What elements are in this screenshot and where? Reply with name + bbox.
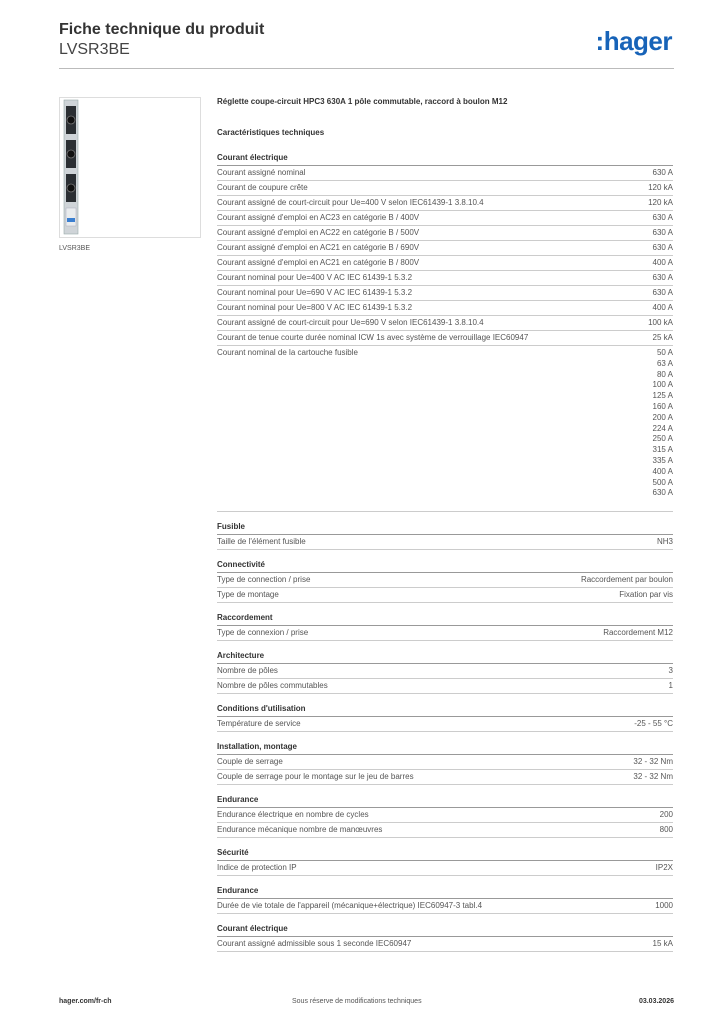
spec-value: 630 A — [652, 273, 673, 282]
spec-section — [217, 704, 673, 732]
spec-value-item: 335 A — [652, 455, 673, 465]
spec-row — [217, 316, 673, 331]
spec-value: 100 kA — [648, 318, 673, 327]
spec-section — [217, 560, 673, 603]
spec-row — [217, 679, 673, 694]
spec-label: Indice de protection IP — [217, 863, 297, 873]
spec-value: 630 A — [652, 213, 673, 222]
spec-value: 630 A — [652, 168, 673, 177]
spec-label: Courant assigné de court-circuit pour Ue=690 V selon IEC61439-1 3.8.10.4 — [217, 318, 484, 327]
spec-label: Courant nominal pour Ue=690 V AC IEC 61439-1 5.3.2 — [217, 288, 413, 297]
spec-label: Couple de serrage — [217, 757, 283, 767]
spec-row — [217, 755, 673, 770]
spec-value: 800 — [659, 825, 673, 835]
section-title: Endurance — [217, 886, 673, 899]
spec-label: Courant assigné d'emploi en AC22 en catégorie B / 500V — [217, 228, 420, 237]
spec-row — [217, 626, 673, 641]
spec-label: Couple de serrage pour le montage sur le jeu de barres — [217, 772, 414, 782]
spec-label: Courant assigné d'emploi en AC23 en catégorie B / 400V — [217, 213, 420, 222]
spec-row — [217, 770, 673, 785]
section-title: Connectivité — [217, 560, 673, 573]
spec-label: Nombre de pôles commutables — [217, 681, 328, 691]
spec-label: Taille de l'élément fusible — [217, 537, 306, 547]
spec-label: Courant de coupure crête — [217, 183, 308, 192]
technical-characteristics-title: Caractéristiques techniques — [217, 128, 325, 137]
spec-label: Nombre de pôles — [217, 666, 278, 676]
spec-row — [217, 823, 673, 838]
spec-value-item: 250 A — [652, 434, 673, 444]
spec-value-item: 80 A — [656, 369, 673, 379]
spec-value: 630 A — [652, 243, 673, 252]
spec-row — [217, 241, 673, 256]
spec-section — [217, 795, 673, 838]
section-title: Fusible — [217, 522, 673, 535]
spec-row — [217, 861, 673, 876]
spec-row — [217, 717, 673, 732]
spec-value-item: 400 A — [652, 466, 673, 476]
spec-label: Endurance mécanique nombre de manœuvres — [217, 825, 383, 835]
product-reference: LVSR3BE — [59, 41, 130, 58]
spec-value-item: 315 A — [652, 445, 673, 455]
product-description: Réglette coupe-circuit HPC3 630A 1 pôle commutable, raccord à boulon M12 — [217, 97, 508, 106]
fuse-rail-icon — [60, 98, 202, 239]
spec-row — [217, 301, 673, 316]
spec-value: 630 A — [652, 228, 673, 237]
spec-value: 3 — [668, 666, 673, 676]
spec-label: Courant assigné admissible sous 1 seconde IEC60947 — [217, 939, 412, 949]
spec-value-item: 100 A — [652, 380, 673, 390]
spec-value: 32 - 32 Nm — [633, 757, 673, 767]
page-title: Fiche technique du produit — [59, 21, 265, 38]
spec-value: 15 kA — [652, 939, 673, 949]
spec-value: 630 A — [652, 288, 673, 297]
section-title: Courant électrique — [217, 153, 673, 166]
spec-row — [217, 166, 673, 181]
section-title: Conditions d'utilisation — [217, 704, 673, 717]
spec-value: 1000 — [655, 901, 673, 911]
spec-label: Courant nominal pour Ue=400 V AC IEC 61439-1 5.3.2 — [217, 273, 413, 282]
spec-row — [217, 331, 673, 346]
spec-row — [217, 181, 673, 196]
footer-date: 03.03.2026 — [638, 998, 674, 1005]
spec-value-item: 125 A — [652, 391, 673, 401]
spec-value: -25 - 55 °C — [634, 719, 673, 729]
spec-label: Courant assigné nominal — [217, 168, 306, 177]
spec-label: Courant de tenue courte durée nominal ICW 1s avec système de verrouillage IEC60947 — [217, 333, 529, 342]
spec-section — [217, 924, 673, 952]
spec-row — [217, 808, 673, 823]
spec-row — [217, 256, 673, 271]
footer-notice: Sous réserve de modifications techniques — [292, 998, 422, 1005]
spec-label: Courant assigné d'emploi en AC21 en catégorie B / 800V — [217, 258, 420, 267]
spec-value-item: 500 A — [652, 477, 673, 487]
spec-label: Courant nominal de la cartouche fusible — [217, 348, 358, 357]
spec-row — [217, 535, 673, 550]
spec-row — [217, 588, 673, 603]
spec-value: 32 - 32 Nm — [633, 772, 673, 782]
spec-label: Courant assigné d'emploi en AC21 en catégorie B / 690V — [217, 243, 420, 252]
spec-value-item: 224 A — [652, 423, 673, 433]
spec-label: Courant nominal pour Ue=800 V AC IEC 61439-1 5.3.2 — [217, 303, 413, 312]
spec-section — [217, 651, 673, 694]
spec-row — [217, 196, 673, 211]
section-title: Architecture — [217, 651, 673, 664]
spec-value: 1 — [668, 681, 673, 691]
section-title: Sécurité — [217, 848, 673, 861]
spec-label: Température de service — [217, 719, 301, 729]
spec-row — [217, 937, 673, 952]
spec-value-item: 63 A — [656, 358, 673, 368]
section-title: Raccordement — [217, 613, 673, 626]
spec-label: Type de connection / prise — [217, 575, 311, 585]
page-header — [59, 20, 674, 60]
spec-row — [217, 899, 673, 914]
spec-value: NH3 — [656, 537, 673, 547]
spec-row — [217, 573, 673, 588]
spec-section — [217, 886, 673, 914]
spec-row — [217, 226, 673, 241]
spec-value-item: 160 A — [652, 401, 673, 411]
spec-section — [217, 153, 673, 512]
spec-row — [217, 271, 673, 286]
spec-value-item: 200 A — [652, 412, 673, 422]
spec-value: IP2X — [655, 863, 673, 873]
spec-section — [217, 742, 673, 785]
spec-value-item: 50 A — [656, 348, 673, 357]
spec-value: 120 kA — [648, 198, 673, 207]
spec-row — [217, 211, 673, 226]
spec-section — [217, 522, 673, 550]
spec-value — [653, 348, 673, 499]
spec-value: 400 A — [652, 303, 673, 312]
spec-sections — [217, 153, 673, 952]
spec-section — [217, 613, 673, 641]
spec-label: Type de connexion / prise — [217, 628, 309, 638]
section-title: Courant électrique — [217, 924, 673, 937]
spec-label: Courant assigné de court-circuit pour Ue=400 V selon IEC61439-1 3.8.10.4 — [217, 198, 484, 207]
spec-value: 200 — [659, 810, 673, 820]
spec-row — [217, 664, 673, 679]
product-image-caption: LVSR3BE — [59, 245, 90, 252]
spec-value: Raccordement M12 — [603, 628, 673, 638]
spec-section — [217, 848, 673, 876]
spec-row — [217, 286, 673, 301]
spec-value: Raccordement par boulon — [580, 575, 673, 585]
spec-value: 400 A — [652, 258, 673, 267]
spec-label: Endurance électrique en nombre de cycles — [217, 810, 369, 820]
section-title: Installation, montage — [217, 742, 673, 755]
product-image — [59, 97, 201, 238]
spec-value: Fixation par vis — [619, 590, 673, 600]
spec-value: 25 kA — [652, 333, 673, 342]
spec-value: 120 kA — [648, 183, 673, 192]
hager-logo: :hager — [595, 26, 672, 56]
spec-value-item: 630 A — [652, 488, 673, 498]
spec-label: Type de montage — [217, 590, 279, 600]
section-title: Endurance — [217, 795, 673, 808]
spec-row — [217, 346, 673, 512]
header-divider — [59, 68, 674, 69]
spec-label: Durée de vie totale de l'appareil (mécanique+électrique) IEC60947-3 tabl.4 — [217, 901, 483, 911]
specifications-area — [217, 97, 673, 952]
footer-website: hager.com/fr-ch — [59, 998, 112, 1005]
